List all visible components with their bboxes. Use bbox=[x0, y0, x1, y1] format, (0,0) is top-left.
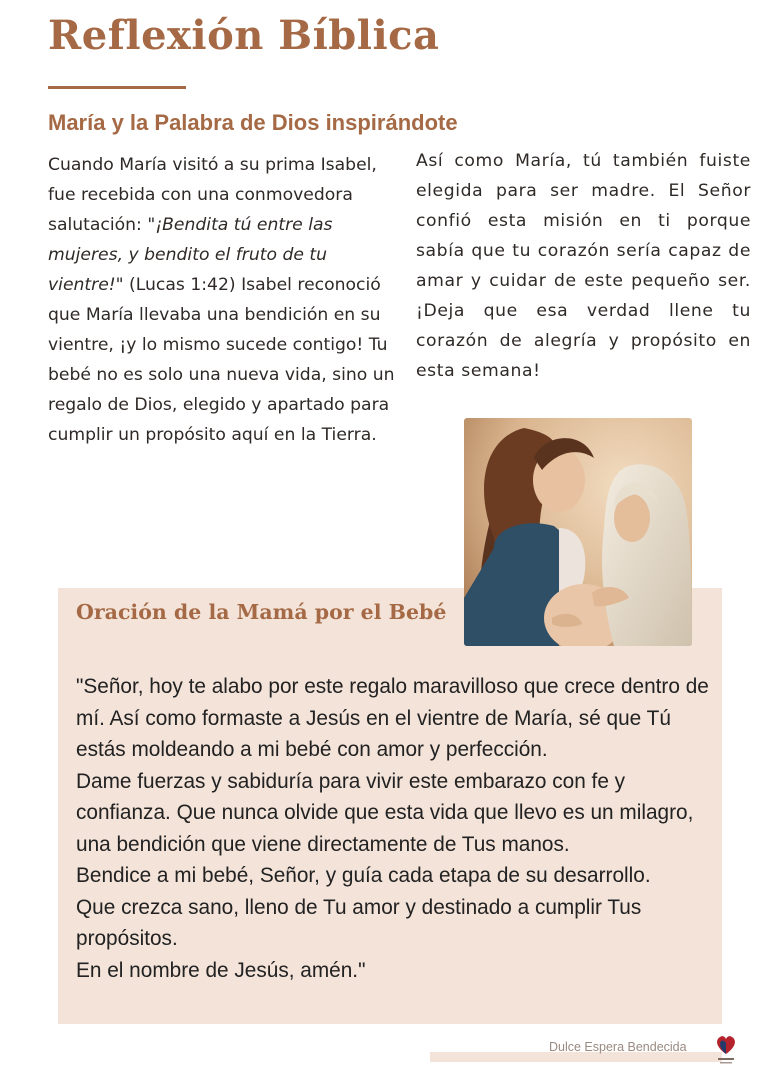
reflection-body: Isabel reconoció que María llevaba una bendición en su vientre, ¡y lo mismo sucede contigo! Tu bebé no es solo una nueva vida, sino un regalo de Dios, elegido y apartado para cumplir un propósito aquí en la Tierra. bbox=[48, 275, 395, 445]
prayer-paragraph: Dame fuerzas y sabiduría para vivir este embarazo con fe y confianza. Que nunca olvide que esta vida que llevo es un milagro, una bendición que viene directamente de Tus manos. bbox=[76, 769, 694, 856]
left-column-text bbox=[48, 150, 398, 450]
prayer-paragraph: Que crezca sano, lleno de Tu amor y destinado a cumplir Tus propósitos. bbox=[76, 895, 642, 950]
scripture-quote: "¡Bendita tú entre las mujeres, y bendito el fruto de tu vientre!" bbox=[48, 215, 333, 295]
prayer-paragraph: En el nombre de Jesús, amén." bbox=[76, 958, 366, 982]
prayer-paragraph: Bendice a mi bebé, Señor, y guía cada etapa de su desarrollo. bbox=[76, 864, 651, 887]
page-title: Reflexión Bíblica bbox=[48, 12, 440, 59]
intro-text: Cuando María visitó a su prima Isabel, fue recebida con una conmovedora salutación: bbox=[48, 155, 377, 235]
scripture-reference: (Lucas 1:42) bbox=[123, 275, 236, 295]
prayer-text bbox=[76, 671, 716, 986]
prayer-title: Oración de la Mamá por el Bebé bbox=[76, 600, 447, 624]
mary-elizabeth-illustration bbox=[464, 418, 692, 646]
section-subtitle: María y la Palabra de Dios inspirándote bbox=[48, 110, 458, 135]
title-divider bbox=[48, 86, 186, 89]
footer-brand: Dulce Espera Bendecida bbox=[549, 1040, 687, 1054]
prayer-paragraph: "Señor, hoy te alabo por este regalo maravilloso que crece dentro de mí. Así como formaste a Jesús en el vientre de María, sé que Tú estás moldeando a mi bebé con amor y perfección. bbox=[76, 675, 709, 761]
right-column-text: Así como María, tú también fuiste elegida para ser madre. El Señor confió esta misión en ti porque sabía que tu corazón sería capaz de amar y cuidar de este pequeño ser. ¡Deja que esa verdad llene tu corazón de alegría y propósito en esta semana! bbox=[416, 151, 751, 381]
heart-logo-icon bbox=[712, 1032, 740, 1066]
